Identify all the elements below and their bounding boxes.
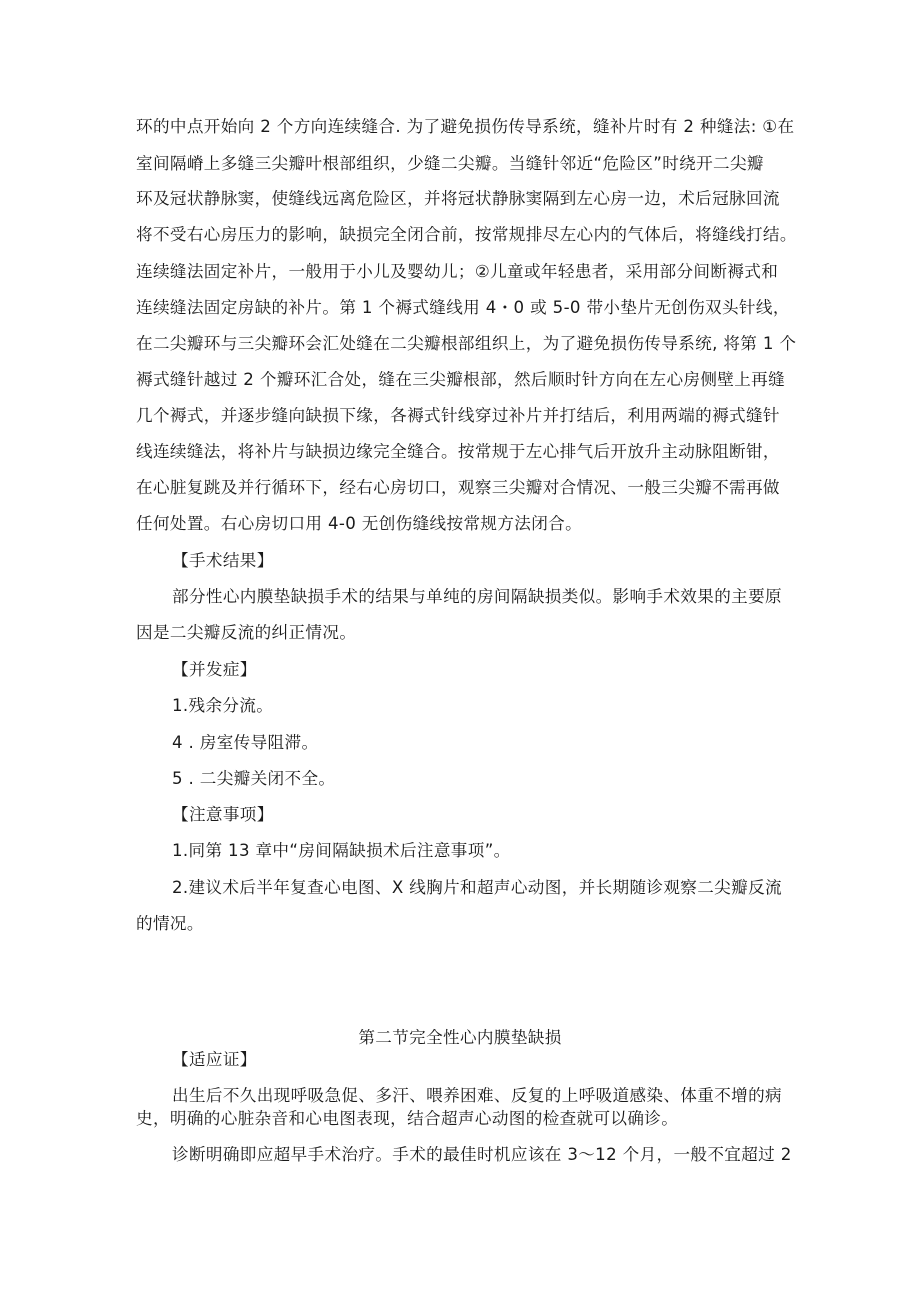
list-item: 1.同第 13 章中“房间隔缺损术后注意事项”。 [172, 841, 511, 860]
list-item: 5 . 二尖瓣关闭不全。 [172, 769, 336, 788]
body-text-line: 在二尖瓣环与三尖瓣环会汇处缝在二尖瓣根部组织上，为了避免损伤传导系统, 将第 1 个 [136, 334, 797, 353]
list-item: 1.残余分流。 [172, 696, 274, 715]
body-text-line: 环的中点开始向 2 个方向连续缝合. 为了避免损伤传导系统，缝补片时有 2 种缝法: ①在 [136, 117, 795, 136]
section-heading-indications: 【适应证】 [172, 1050, 257, 1069]
body-text-line: 任何处置。右心房切口用 4-0 无创伤缝线按常规方法闭合。 [136, 514, 583, 533]
body-text-line: 几个褥式，并逐步缝向缺损下缘，各褥式针线穿过补片并打结后，利用两端的褥式缝针 [136, 406, 780, 425]
body-text-line: 的情况。 [136, 914, 204, 933]
list-item: 2.建议术后半年复查心电图、X 线胸片和超声心动图，并长期随诊观察二尖瓣反流 [172, 878, 782, 897]
body-text-line: 史，明确的心脏杂音和心电图表现，结合超声心动图的检查就可以确诊。 [136, 1109, 679, 1128]
body-text-line: 褥式缝针越过 2 个瓣环汇合处，缝在三尖瓣根部，然后顺时针方向在左心房侧壁上再缝 [136, 370, 786, 389]
body-text-line: 部分性心内膜垫缺损手术的结果与单纯的房间隔缺损类似。影响手术效果的主要原 [172, 587, 782, 606]
body-text-line: 连续缝法固定房缺的补片。第 1 个褥式缝线用 4・0 或 5-0 带小垫片无创伤双头针线， [136, 298, 790, 317]
body-text-line: 环及冠状静脉窦，使缝线远离危险区，并将冠状静脉窦隔到左心房一边，术后冠脉回流 [136, 189, 780, 208]
body-text-line: 将不受右心房压力的影响，缺损完全闭合前，按常规排尽左心内的气体后，将缝线打结。 [136, 225, 797, 244]
body-text-line: 诊断明确即应超早手术治疗。手术的最佳时机应该在 3～12 个月，一般不宜超过 2 [172, 1145, 792, 1164]
section-heading-precautions: 【注意事项】 [172, 805, 274, 824]
body-text-line: 在心脏复跳及并行循环下，经右心房切口，观察三尖瓣对合情况、一般三尖瓣不需再做 [136, 478, 780, 497]
section-title: 第二节完全性心内膜垫缺损 [358, 1028, 562, 1047]
section-heading-complications: 【并发症】 [172, 660, 257, 679]
section-heading-surgical-results: 【手术结果】 [172, 551, 274, 570]
body-text-line: 线连续缝法，将补片与缺损边缘完全缝合。按常规于左心排气后开放升主动脉阻断钳， [136, 442, 780, 461]
body-text-line: 连续缝法固定补片，一般用于小儿及婴幼儿；②儿童或年轻患者，采用部分间断褥式和 [136, 262, 779, 281]
body-text-line: 因是二尖瓣反流的纠正情况。 [136, 623, 357, 642]
body-text-line: 室间隔嵴上多缝三尖瓣叶根部组织，少缝二尖瓣。当缝针邻近“危险区”时绕开二尖瓣 [136, 154, 764, 173]
body-text-line: 出生后不久出现呼吸急促、多汗、喂养困难、反复的上呼吸道感染、体重不增的病 [172, 1086, 782, 1105]
list-item: 4 . 房室传导阻滞。 [172, 733, 319, 752]
